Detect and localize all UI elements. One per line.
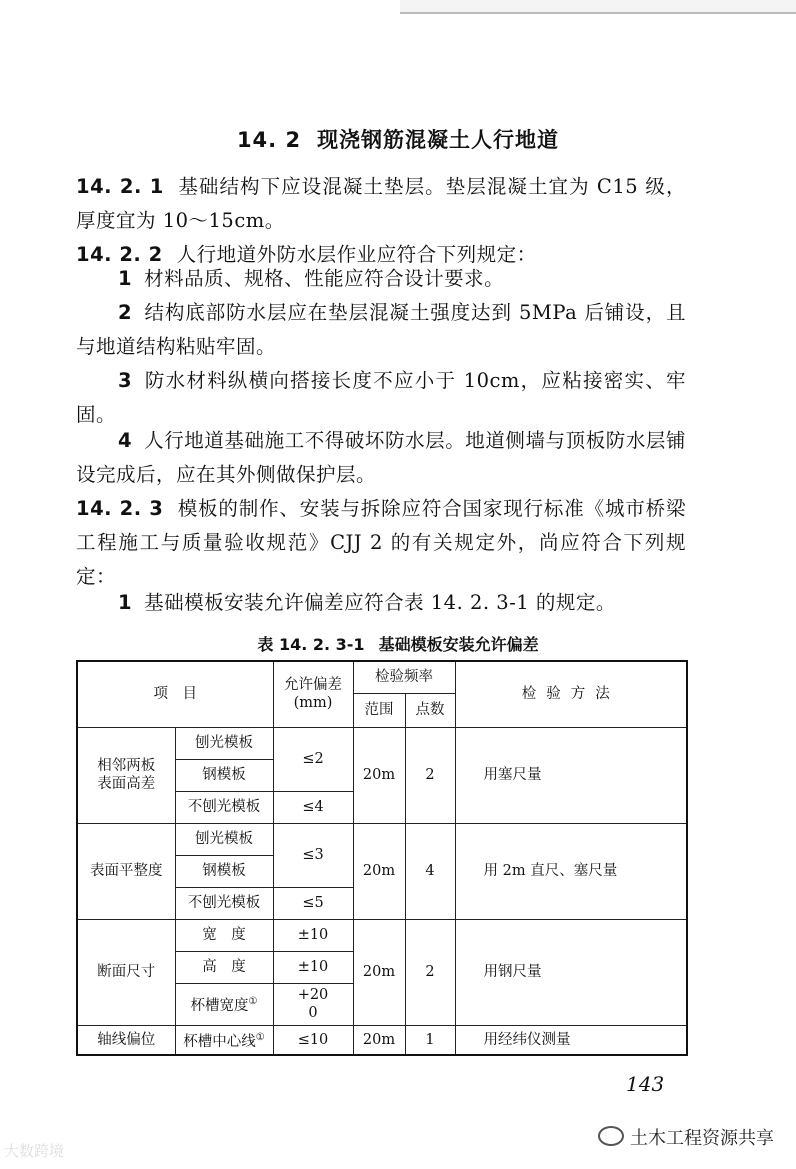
header-tolerance	[273, 661, 353, 727]
tolerance-table	[76, 660, 688, 1056]
item-4	[76, 424, 686, 492]
table-row	[77, 919, 687, 951]
header-tolerance-text: 允许偏差	[284, 677, 342, 694]
footnote-mark: ①	[248, 996, 258, 1008]
tolerance-value: ≤3	[273, 823, 353, 887]
item-text: 防水材料纵横向搭接长度不应小于 10cm，应粘接密实、牢固。	[76, 369, 686, 426]
tolerance-value: ≤2	[273, 727, 353, 791]
tolerance-value	[273, 983, 353, 1025]
section-number: 14. 2	[236, 128, 302, 152]
item-1b	[76, 586, 686, 620]
method-value: 用经纬仪测量	[455, 1025, 687, 1055]
clause-number: 14. 2. 2	[76, 243, 163, 266]
table-caption	[0, 632, 796, 655]
section-title-text: 现浇钢筋混凝土人行地道	[317, 128, 560, 152]
tolerance-value: ±10	[273, 951, 353, 983]
group-name-line1: 相邻两板	[97, 758, 156, 774]
header-item-text: 项 目	[153, 686, 197, 703]
item-number: 2	[118, 301, 133, 324]
points-value: 1	[405, 1025, 455, 1055]
table-caption-number: 表 14. 2. 3-1	[257, 635, 365, 654]
sub-item: 高 度	[175, 951, 273, 983]
tolerance-value: ≤4	[273, 791, 353, 823]
sub-item: 刨光模板	[175, 727, 273, 759]
item-number: 1	[118, 591, 133, 614]
header-method	[455, 661, 687, 727]
group-name: 断面尺寸	[77, 919, 175, 1025]
item-number: 3	[118, 369, 133, 392]
header-range	[353, 693, 405, 727]
header-item	[77, 661, 273, 727]
item-text: 材料品质、规格、性能应符合设计要求。	[144, 267, 505, 290]
item-1	[76, 262, 686, 296]
clause-number: 14. 2. 3	[76, 497, 164, 520]
clause-14-2-3	[76, 492, 686, 594]
tolerance-value: ≤10	[273, 1025, 353, 1055]
clause-text: 基础结构下应设混凝土垫层。垫层混凝土宜为 C15 级，厚度宜为 10～15cm。	[76, 175, 686, 232]
table-row	[77, 727, 687, 759]
watermark-source	[598, 1124, 774, 1150]
item-2	[76, 296, 686, 364]
tolerance-upper: +20	[297, 987, 329, 1003]
tolerance-lower: 0	[308, 1005, 318, 1021]
clause-number: 14. 2. 1	[76, 175, 164, 198]
sub-item: 钢模板	[175, 855, 273, 887]
page-top-edge	[400, 0, 796, 14]
table-row	[77, 1025, 687, 1055]
header-points-text: 点数	[415, 702, 445, 718]
header-freq	[353, 661, 455, 693]
sub-item: 不刨光模板	[175, 791, 273, 823]
item-text: 结构底部防水层应在垫层混凝土强度达到 5MPa 后铺设，且与地道结构粘贴牢固。	[76, 301, 686, 358]
header-range-text: 范围	[364, 702, 394, 718]
footnote-mark: ①	[255, 1031, 265, 1043]
sub-item: 刨光模板	[175, 823, 273, 855]
item-3	[76, 364, 686, 432]
wechat-icon	[598, 1126, 624, 1146]
method-value: 用 2m 直尺、塞尺量	[455, 823, 687, 919]
points-value: 2	[405, 919, 455, 1025]
sub-item-text: 杯槽宽度	[190, 997, 249, 1014]
method-value: 用钢尺量	[455, 919, 687, 1025]
section-title	[0, 124, 796, 154]
sub-item: 宽 度	[175, 919, 273, 951]
group-name	[77, 727, 175, 823]
sub-item: 不刨光模板	[175, 887, 273, 919]
table-header-row	[77, 661, 687, 693]
group-name: 表面平整度	[77, 823, 175, 919]
method-value: 用塞尺量	[455, 727, 687, 823]
group-name-line2: 表面高差	[97, 776, 156, 792]
header-method-text: 检验方法	[521, 686, 620, 703]
clause-text: 人行地道外防水层作业应符合下列规定：	[176, 243, 537, 266]
clause-text: 模板的制作、安装与拆除应符合国家现行标准《城市桥梁工程施工与质量验收规范》CJJ 2 的有关规定外，尚应符合下列规定：	[76, 497, 686, 588]
range-value: 20m	[353, 727, 405, 823]
item-text: 人行地道基础施工不得破坏防水层。地道侧墙与顶板防水层铺设完成后，应在其外侧做保护层。	[76, 429, 686, 486]
header-tolerance-unit: (mm)	[293, 695, 333, 712]
header-freq-text: 检验频率	[375, 669, 433, 686]
group-name: 轴线偏位	[77, 1025, 175, 1055]
watermark-corner	[4, 1140, 64, 1161]
item-number: 1	[118, 267, 133, 290]
sub-item-text: 杯槽中心线	[183, 1033, 256, 1050]
tolerance-value: ≤5	[273, 887, 353, 919]
sub-item	[175, 1025, 273, 1055]
tolerance-value: ±10	[273, 919, 353, 951]
sub-item	[175, 983, 273, 1025]
table-caption-title: 基础模板安装允许偏差	[378, 635, 539, 654]
range-value: 20m	[353, 1025, 405, 1055]
points-value: 4	[405, 823, 455, 919]
item-number: 4	[118, 429, 133, 452]
sub-item: 钢模板	[175, 759, 273, 791]
table-row	[77, 823, 687, 855]
header-points	[405, 693, 455, 727]
range-value: 20m	[353, 919, 405, 1025]
watermark-source-text: 土木工程资源共享	[630, 1128, 774, 1149]
range-value: 20m	[353, 823, 405, 919]
watermark-corner-text: 大数跨境	[4, 1142, 65, 1160]
points-value: 2	[405, 727, 455, 823]
item-text: 基础模板安装允许偏差应符合表 14. 2. 3-1 的规定。	[144, 591, 616, 614]
page-number: 143	[626, 1072, 665, 1096]
clause-14-2-1	[76, 170, 686, 238]
